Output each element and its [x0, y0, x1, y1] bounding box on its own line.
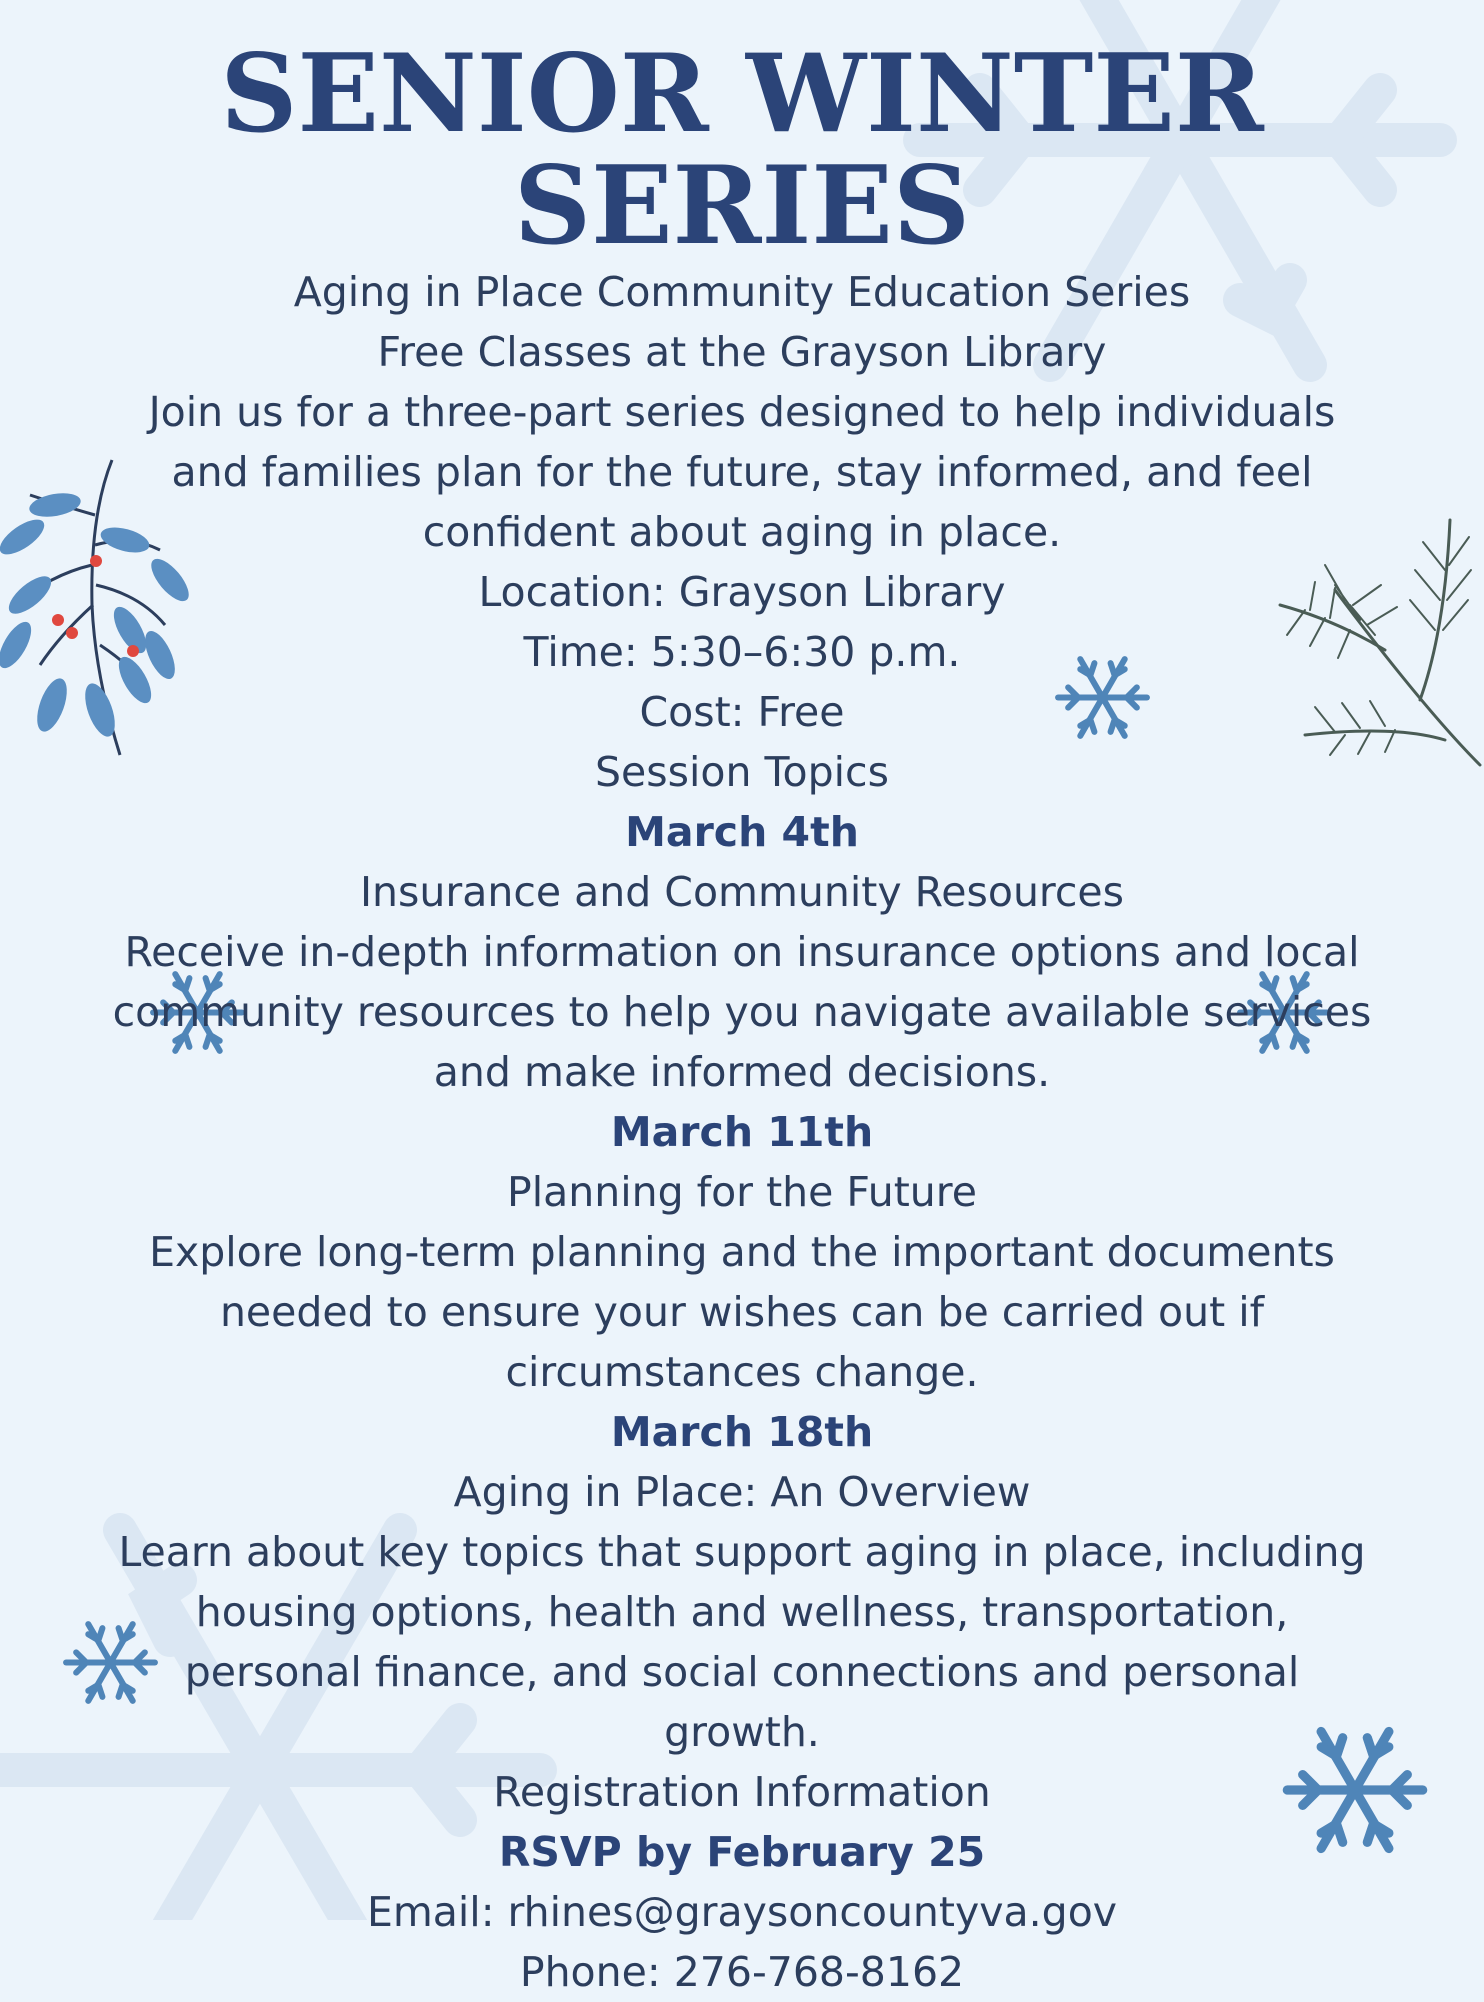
registration-heading: Registration Information — [493, 1768, 991, 1816]
session-description-line: circumstances change. — [505, 1348, 979, 1396]
page-title: SENIOR WINTER SERIES — [220, 31, 1264, 269]
session-date: March 4th — [625, 808, 859, 856]
session-description-line: and make informed decisions. — [433, 1048, 1051, 1096]
session-topic: Planning for the Future — [507, 1168, 977, 1216]
intro-line: and families plan for the future, stay informed, and feel — [171, 448, 1313, 496]
intro-line: Join us for a three-part series designed to help individuals — [148, 388, 1336, 436]
session-description-line: Receive in-depth information on insurance options and local — [124, 928, 1360, 976]
session-description-line: community resources to help you navigate available services — [112, 988, 1372, 1036]
session-description-line: housing options, health and wellness, transportation, — [195, 1588, 1289, 1636]
time-line: Time: 5:30–6:30 p.m. — [523, 628, 961, 676]
intro-line: confident about aging in place. — [422, 508, 1062, 556]
session-date: March 11th — [610, 1108, 874, 1156]
rsvp-deadline: RSVP by February 25 — [498, 1828, 986, 1876]
session-topic: Aging in Place: An Overview — [453, 1468, 1031, 1516]
cost-line: Cost: Free — [639, 688, 845, 736]
session-description-line: needed to ensure your wishes can be carried out if — [219, 1288, 1265, 1336]
session-description-line: Learn about key topics that support aging in place, including — [118, 1528, 1366, 1576]
session-topic: Insurance and Community Resources — [359, 868, 1125, 916]
free-classes-line: Free Classes at the Grayson Library — [377, 328, 1107, 376]
session-topics-heading: Session Topics — [595, 748, 889, 796]
contact-phone[interactable]: Phone: 276-768-8162 — [519, 1948, 965, 1996]
location-line: Location: Grayson Library — [478, 568, 1006, 616]
session-date: March 18th — [610, 1408, 874, 1456]
contact-email[interactable]: Email: rhines@graysoncountyva.gov — [366, 1888, 1118, 1936]
session-description-line: growth. — [664, 1708, 820, 1756]
session-description-line: personal finance, and social connections and personal — [184, 1648, 1300, 1696]
subtitle: Aging in Place Community Education Series — [293, 268, 1191, 316]
session-description-line: Explore long-term planning and the important documents — [149, 1228, 1335, 1276]
